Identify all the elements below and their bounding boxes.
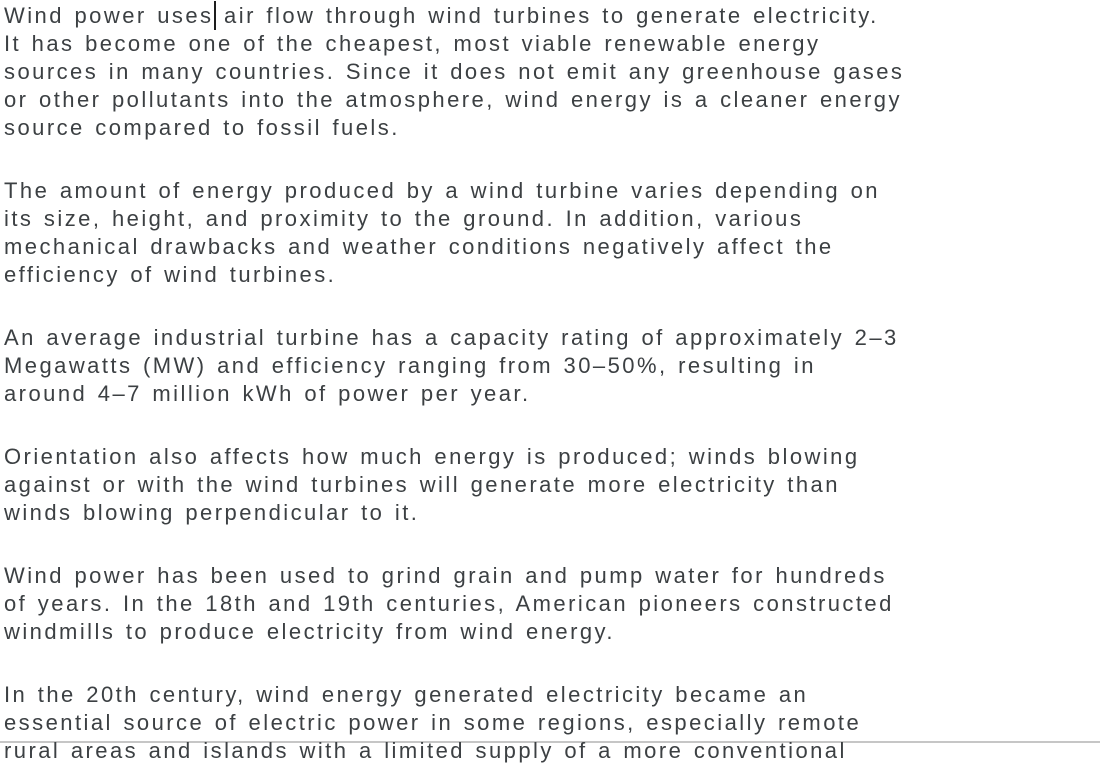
text-line: In the 20th century, wind energy generated electricity became an (4, 682, 809, 707)
text-line: The amount of energy produced by a wind turbine varies depending on (4, 178, 880, 203)
text-line: or other pollutants into the atmosphere, wind energy is a cleaner energy (4, 87, 902, 112)
text-line: Megawatts (MW) and efficiency ranging from 30–50%, resulting in (4, 353, 816, 378)
paragraph (4, 562, 1094, 646)
text-line: It has become one of the cheapest, most viable renewable energy (4, 31, 821, 56)
text-line: winds blowing perpendicular to it. (4, 500, 420, 525)
text-line: against or with the wind turbines will generate more electricity than (4, 472, 840, 497)
text-line: around 4–7 million kWh of power per year. (4, 381, 531, 406)
text-line: rural areas and islands with a limited supply of a more conventional (4, 738, 847, 763)
text-line (4, 2, 1094, 30)
text-line: Orientation also affects how much energy is produced; winds blowing (4, 444, 860, 469)
paragraph (4, 443, 1094, 527)
text-line: Wind power has been used to grind grain and pump water for hundreds (4, 563, 887, 588)
text-line: windmills to produce electricity from wind energy. (4, 619, 615, 644)
text-line: efficiency of wind turbines. (4, 262, 337, 287)
text-line: of years. In the 18th and 19th centuries, American pioneers constructed (4, 591, 894, 616)
text-line: source compared to fossil fuels. (4, 115, 400, 140)
paragraph (4, 324, 1094, 408)
paragraph (4, 681, 1094, 765)
text-line: mechanical drawbacks and weather conditions negatively affect the (4, 234, 834, 259)
text-line: An average industrial turbine has a capacity rating of approximately 2–3 (4, 325, 899, 350)
text-line: its size, height, and proximity to the ground. In addition, various (4, 206, 804, 231)
text-line: essential source of electric power in some regions, especially remote (4, 710, 862, 735)
paragraph (4, 2, 1094, 142)
text-before-cursor: Wind power uses (4, 3, 214, 28)
text-line: sources in many countries. Since it does not emit any greenhouse gases (4, 59, 905, 84)
paragraph (4, 177, 1094, 289)
text-after-cursor: air flow through wind turbines to generate electricity. (213, 3, 879, 28)
